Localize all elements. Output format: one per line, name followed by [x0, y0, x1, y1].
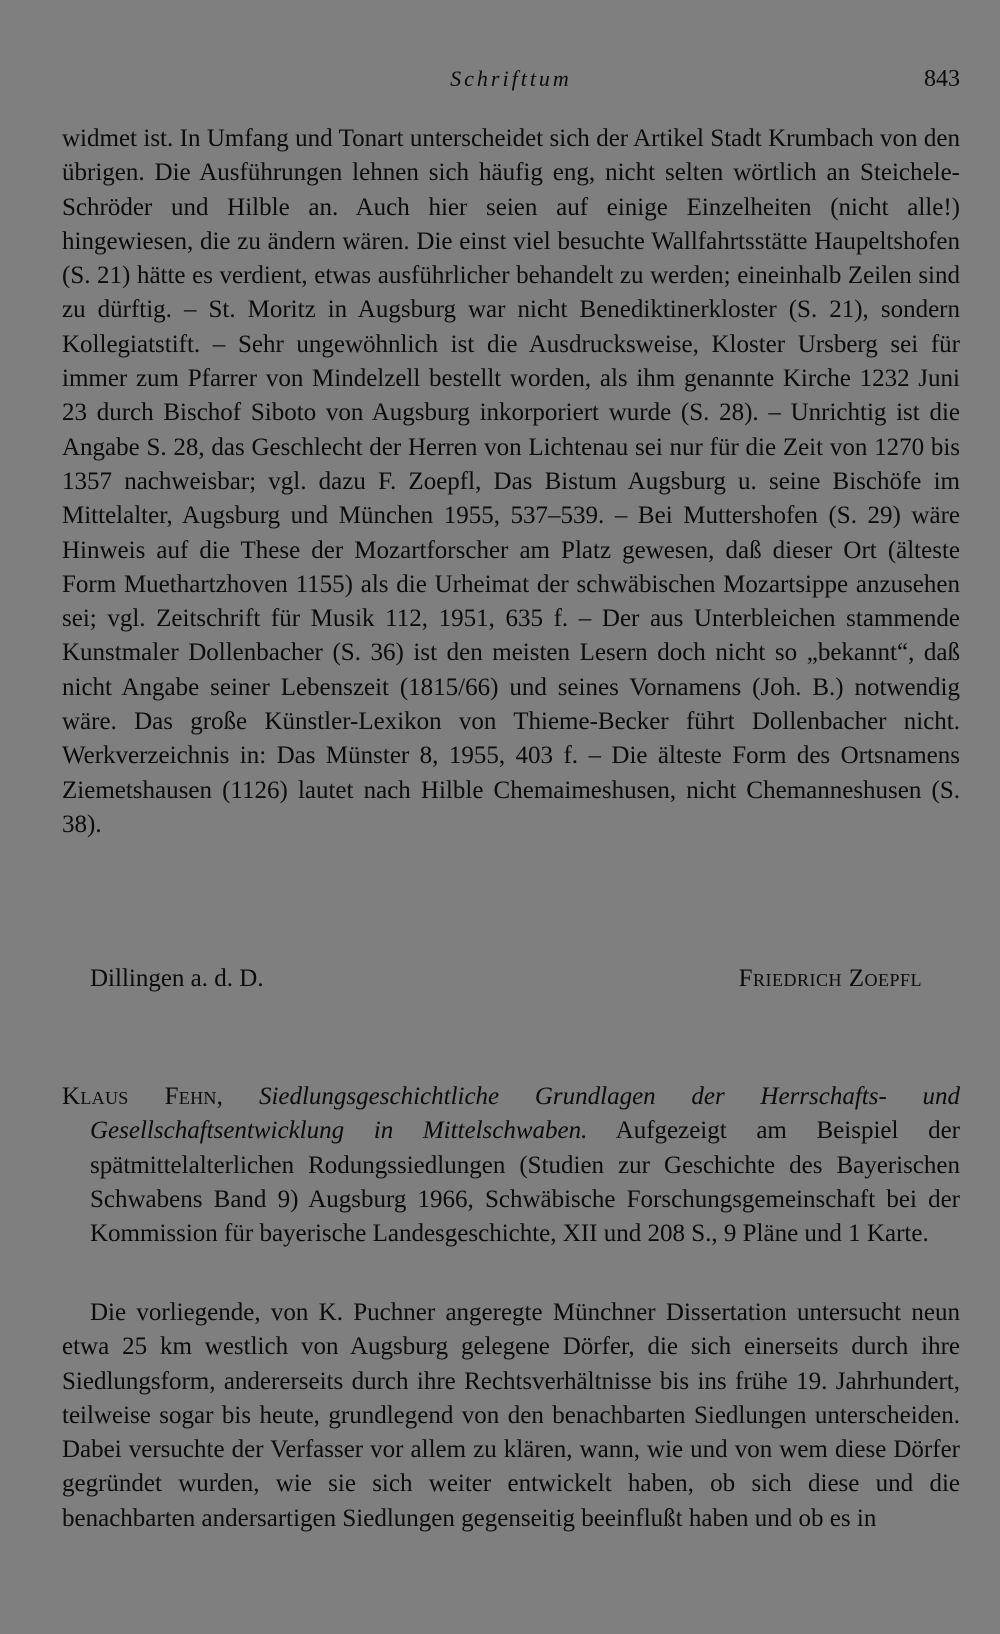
continued-review-paragraph: widmet ist. In Umfang und Tonart unterscheidet sich der Artikel Stadt Krumbach von den übrigen. Die Ausführungen lehnen sich häufig eng, nicht selten wörtlich an Steichele-Schröder und Hilble an. Auch hier seien auf einige Einzelheiten (nicht alle!) hingewiesen, die zu ändern wären. Die einst viel besuchte Wallfahrtsstätte Haupeltshofen (S. 21) hätte es verdient, etwas ausführlicher behandelt zu werden; eineinhalb Zeilen sind zu dürftig. – St. Moritz in Augsburg war nicht Benediktinerkloster (S. 21), sondern Kollegiatstift. – Sehr ungewöhnlich ist die Ausdrucksweise, Kloster Ursberg sei für immer zum Pfarrer von Mindelzell bestellt worden, als ihm genannte Kirche 1232 Juni 23 durch Bischof Siboto von Augsburg inkorporiert wurde (S. 28). – Unrichtig ist die Angabe S. 28, das Geschlecht der Herren von Lichtenau sei nur für die Zeit von 1270 bis 1357 nachweisbar; vgl. dazu F. Zoepfl, Das Bistum Augsburg u. seine Bischöfe im Mittelalter, Augsburg und München 1955, 537–539. – Bei Muttershofen (S. 29) wäre Hinweis auf die These der Mozartforscher am Platz gewesen, daß dieser Ort (älteste Form Muethartzhoven 1155) als die Urheimat der schwäbischen Mozartsippe anzusehen sei; vgl. Zeitschrift für Musik 112, 1951, 635 f. – Der aus Unterbleichen stammende Kunstmaler Dollenbacher (S. 36) ist den meisten Lesern doch nicht so „bekannt“, daß nicht Angabe seiner Lebenszeit (1815/66) und seines Vornamens (Joh. B.) notwendig wäre. Das große Künstler-Lexikon von Thieme-Becker führt Dollenbacher nicht. Werkverzeichnis in: Das Münster 8, 1955, 403 f. – Die älteste Form des Ortsnamens Ziemetshausen (1126) lautet nach Hilble Chemaimeshusen, nicht Chemanneshusen (S. 38). — [62, 125, 960, 838]
bibliographic-entry — [62, 1080, 960, 1251]
entry-author: Klaus Fehn, — [62, 1083, 224, 1110]
entry-title: Siedlungsgeschichtliche Grundlagen der Herrschafts- und Gesellschaftsentwicklung in Mittelschwaben. — [90, 1083, 961, 1145]
entry-details: Aufgezeigt am Beispiel der spätmittelalterlichen Rodungssiedlungen (Studien zur Geschichte des Bayerischen Schwabens Band 9) Augsburg 1966, Schwäbische Forschungsgemeinschaft bei der Kommission für bayerische Landesgeschichte, XII und 208 S., 9 Pläne und 1 Karte. — [90, 1117, 960, 1248]
signature-author: Friedrich Zoepfl — [738, 965, 922, 992]
running-header — [62, 62, 960, 98]
running-title: Schrifttum — [450, 66, 572, 91]
signature-place: Dillingen a. d. D. — [90, 965, 264, 992]
new-review-paragraph: Die vorliegende, von K. Puchner angeregte Münchner Dissertation untersucht neun etwa 25 km westlich von Augsburg gelegene Dörfer, die sich einerseits durch ihre Siedlungsform, andererseits durch ihre Rechtsverhältnisse bis ins frühe 19. Jahrhundert, teilweise sogar bis heute, grundlegend von den benachbarten Siedlungen unterscheiden. Dabei versuchte der Verfasser vor allem zu klären, wann, wie und von wem diese Dörfer gegründet wurden, wie sie sich weiter entwickelt haben, ob sich diese und die benachbarten andersartigen Siedlungen gegenseitig beeinflußt haben und ob es in — [62, 1299, 960, 1532]
page-number: 843 — [924, 66, 960, 92]
